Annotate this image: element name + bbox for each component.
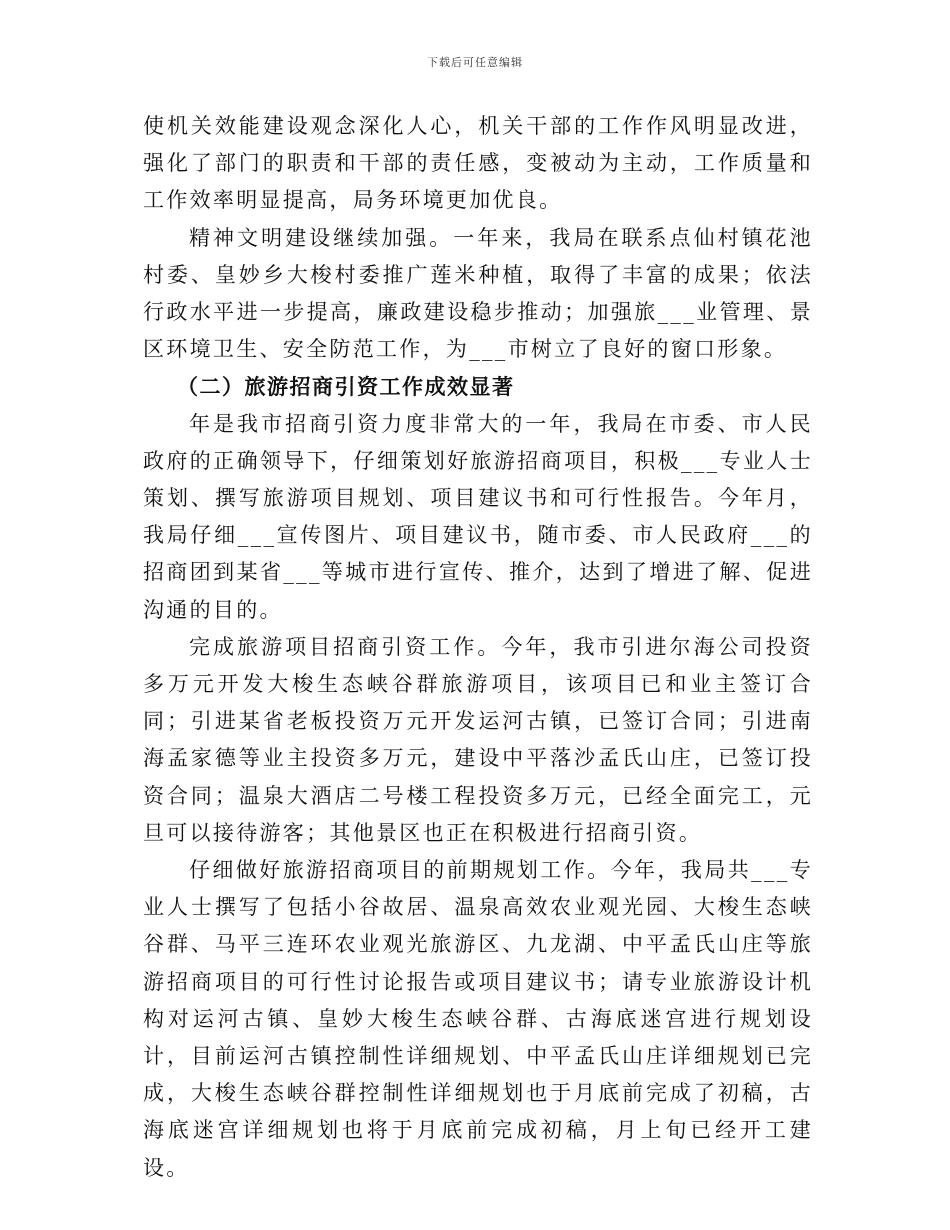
page-header: 下载后可任意编辑 (427, 56, 523, 69)
paragraph-4: 完成旅游项目招商引资工作。今年，我市引进尔海公司投资多万元开发大梭生态峡谷群旅游项目，该项目已和业主签订合同；引进某省老板投资万元开发运河古镇，已签订合同；引进南海孟家德等业主投资多万元，建设中平落沙孟氏山庄，已签订投资合同；温泉大酒店二号楼工程投资多万元，已经全面完工，元旦可以接待游客；其他景区也正在积极进行招商引资。 (143, 634, 813, 845)
section-heading: （二）旅游招商引资工作成效显著 (177, 374, 515, 400)
document-body (143, 108, 813, 1187)
paragraph-2: 精神文明建设继续加强。一年来，我局在联系点仙村镇花池村委、皇妙乡大梭村委推广莲米种植，取得了丰富的成果；依法行政水平进一步提高，廉政建设稳步推动；加强旅___业管理、景区环境卫生、安全防范工作，为___市树立了良好的窗口形象。 (143, 225, 813, 362)
paragraph-5: 仔细做好旅游招商项目的前期规划工作。今年，我局共___专业人士撰写了包括小谷故居、温泉高效农业观光园、大梭生态峡谷群、马平三连环农业观光旅游区、九龙湖、中平孟氏山庄等旅游招商项目的可行性讨论报告或项目建议书；请专业旅游设计机构对运河古镇、皇妙大梭生态峡谷群、古海底迷宫进行规划设计，目前运河古镇控制性详细规划、中平孟氏山庄详细规划已完成，大梭生态峡谷群控制性详细规划也于月底前完成了初稿，古海底迷宫详细规划也将于月底前完成初稿，月上旬已经开工建设。 (143, 858, 813, 1180)
paragraph-3: 年是我市招商引资力度非常大的一年，我局在市委、市人民政府的正确领导下，仔细策划好旅游招商项目，积极___专业人士策划、撰写旅游项目规划、项目建议书和可行性报告。今年月，我局仔细___宣传图片、项目建议书，随市委、市人民政府___的招商团到某省___等城市进行宣传、推介，达到了增进了解、促进沟通的目的。 (143, 411, 813, 622)
paragraph-1: 使机关效能建设观念深化人心，机关干部的工作作风明显改进，强化了部门的职责和干部的责任感，变被动为主动，工作质量和工作效率明显提高，局务环境更加优良。 (143, 114, 813, 213)
